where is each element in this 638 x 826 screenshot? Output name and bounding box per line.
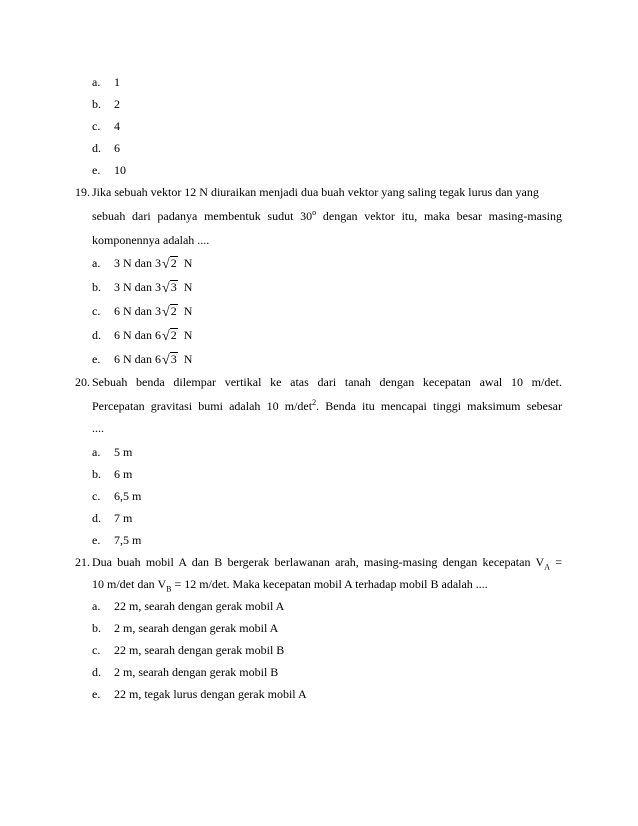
question-text: Sebuah benda dilempar vertikal ke atas dari tanah dengan kecepatan awal 10 m/det. bbox=[92, 375, 562, 389]
question-text-continued: Percepatan gravitasi bumi adalah 10 $m/\det^2$. Benda itu mencapai tinggi maksimum sebesar bbox=[92, 398, 562, 413]
option-letter: e. bbox=[92, 687, 101, 701]
question-text-continued: 10 m/det dan $V_B = 12$ m/det. Maka kecepatan mobil A terhadap mobil B adalah .... bbox=[92, 577, 488, 594]
option-letter: c. bbox=[92, 119, 101, 133]
question-text: Dua buah mobil A dan B bergerak berlawanan arah, masing-masing dengan kecepatan $V_A$ = bbox=[92, 555, 562, 572]
option-letter: e. bbox=[92, 163, 101, 177]
question-number: 20. bbox=[75, 375, 90, 389]
option-letter: a. bbox=[92, 599, 101, 613]
option-letter: c. bbox=[92, 643, 101, 657]
question-text-continued: komponennya adalah .... bbox=[92, 233, 210, 247]
option-text: 6 N dan 6√3 N bbox=[114, 352, 193, 368]
sqrt-symbol: √2 bbox=[162, 304, 177, 320]
question-text: Jika sebuah vektor 12 N diuraikan menjadi dua buah vektor yang saling tegak lurus dan yang bbox=[92, 185, 539, 199]
option-text: 1 bbox=[114, 75, 120, 89]
option-text: 2 m, searah dengan gerak mobil A bbox=[114, 621, 279, 635]
option-letter: d. bbox=[92, 141, 101, 155]
option-letter: c. bbox=[92, 489, 101, 503]
option-text: 22 m, searah dengan gerak mobil A bbox=[114, 599, 285, 613]
option-text: 7,5 m bbox=[114, 533, 142, 547]
option-letter: b. bbox=[92, 621, 101, 635]
option-letter: e. bbox=[92, 533, 101, 547]
option-letter: a. bbox=[92, 445, 101, 459]
option-text: 7 m bbox=[114, 511, 133, 525]
option-text: 4 bbox=[114, 119, 120, 133]
option-text: 6 N dan 3√2 N bbox=[114, 304, 193, 320]
option-letter: a. bbox=[92, 75, 101, 89]
sqrt-symbol: √2 bbox=[162, 256, 177, 272]
option-text: 3 N dan 3√3 N bbox=[114, 280, 193, 296]
sqrt-symbol: √3 bbox=[162, 280, 177, 296]
option-text: 22 m, searah dengan gerak mobil B bbox=[114, 643, 285, 657]
option-letter: a. bbox=[92, 256, 101, 270]
option-text: 3 N dan 3√2 N bbox=[114, 256, 193, 272]
question-number: 21. bbox=[75, 555, 90, 569]
option-letter: b. bbox=[92, 97, 101, 111]
option-text: 10 bbox=[114, 163, 126, 177]
option-letter: d. bbox=[92, 511, 101, 525]
option-text: 2 m, searah dengan gerak mobil B bbox=[114, 665, 279, 679]
option-letter: d. bbox=[92, 665, 101, 679]
sqrt-symbol: √3 bbox=[162, 352, 177, 368]
option-text: 22 m, tegak lurus dengan gerak mobil A bbox=[114, 687, 307, 701]
question-text-continued: sebuah dari padanya membentuk sudut 30$^o$ dengan vektor itu, maka besar masing-masing bbox=[92, 208, 562, 223]
option-letter: c. bbox=[92, 304, 101, 318]
question-text-continued: .... bbox=[92, 421, 104, 435]
option-text: 5 m bbox=[114, 445, 133, 459]
option-text: 6 bbox=[114, 141, 120, 155]
option-letter: b. bbox=[92, 467, 101, 481]
option-text: 6 m bbox=[114, 467, 133, 481]
option-letter: d. bbox=[92, 328, 101, 342]
sqrt-symbol: √2 bbox=[162, 328, 177, 344]
option-text: 2 bbox=[114, 97, 120, 111]
option-text: 6 N dan 6√2 N bbox=[114, 328, 193, 344]
question-number: 19. bbox=[75, 185, 90, 199]
option-letter: e. bbox=[92, 352, 101, 366]
option-letter: b. bbox=[92, 280, 101, 294]
option-text: 6,5 m bbox=[114, 489, 142, 503]
